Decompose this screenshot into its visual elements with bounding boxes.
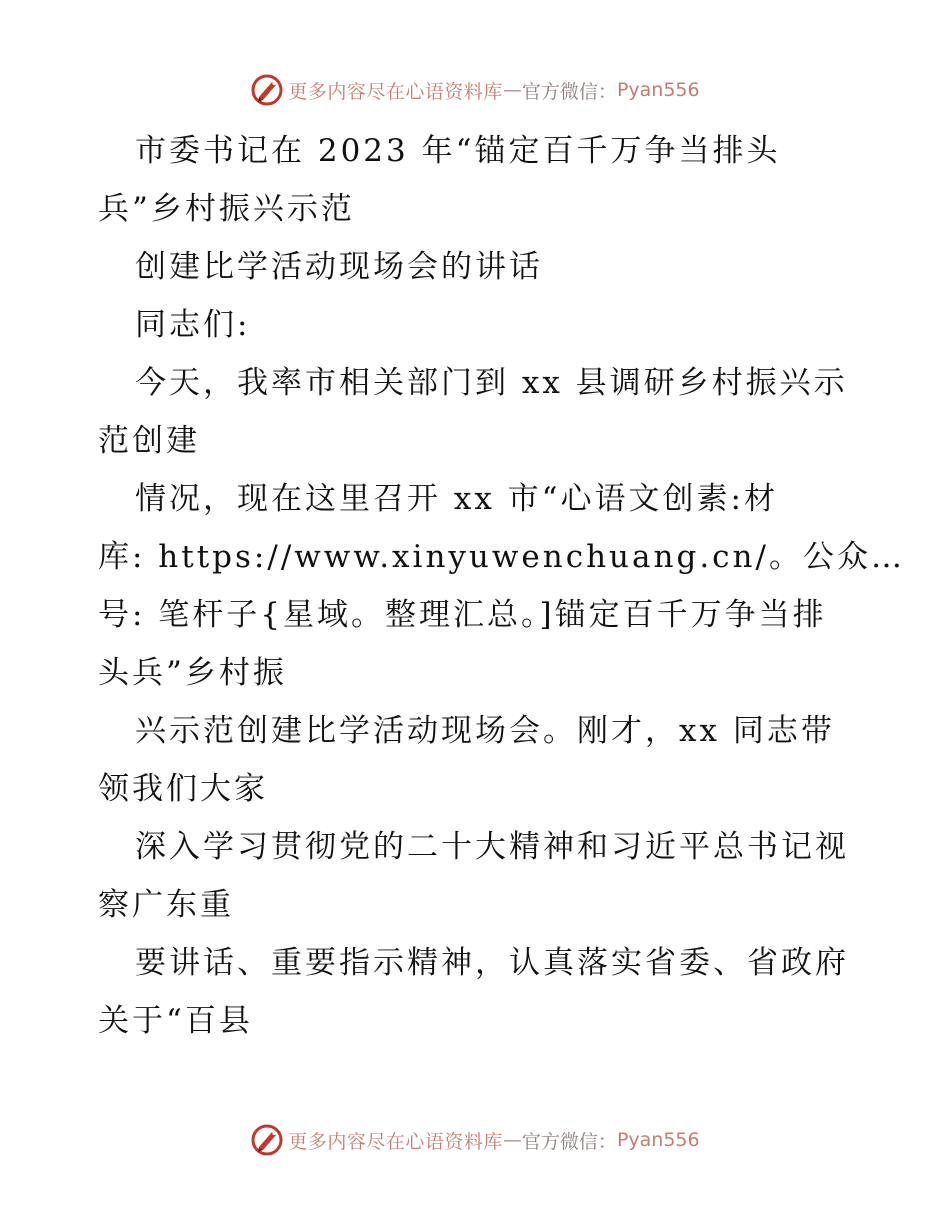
footer-banner [0, 1120, 950, 1160]
doc-line: 同志们: [135, 307, 251, 343]
banner-main-text: 更多内容尽在心语资料库 [288, 80, 503, 103]
doc-line: 情况，现在这里召开 xx 市“心语文创素:材 [135, 481, 778, 517]
doc-line: 要讲话、重要指示精神，认真落实省委、省政府 [135, 945, 849, 981]
doc-line: 今天，我率市相关部门到 xx 县调研乡村振兴示 [135, 365, 848, 401]
doc-line: 库: https://www.xinyuwenchuang.cn/。公众… [98, 539, 905, 575]
banner-main-text: 更多内容尽在心语资料库 [288, 1130, 503, 1153]
doc-line: 兵”乡村振兴示范 [98, 191, 355, 227]
pen-logo-icon [250, 1123, 284, 1157]
banner-wechat-id: Pyan556 [616, 79, 700, 101]
doc-line: 察广东重 [98, 887, 234, 923]
banner-separator: — [502, 79, 522, 101]
doc-line: 号: 笔杆子{星域。整理汇总。]锚定百千万争当排 [98, 597, 827, 633]
document-body [98, 122, 905, 1050]
doc-line: 兴示范创建比学活动现场会。刚才，xx 同志带 [135, 713, 835, 749]
doc-line: 深入学习贯彻党的二十大精神和习近平总书记视 [135, 829, 849, 865]
doc-line: 市委书记在 2023 年“锚定百千万争当排头 [135, 133, 781, 169]
banner-wechat-label: 官方微信： [521, 80, 617, 103]
pen-logo-icon [250, 73, 284, 107]
doc-line: 创建比学活动现场会的讲话 [135, 249, 543, 285]
banner-wechat-label: 官方微信： [521, 1130, 617, 1153]
doc-line: 范创建 [98, 423, 200, 459]
doc-line: 头兵”乡村振 [98, 655, 287, 691]
doc-line: 领我们大家 [98, 771, 268, 807]
header-banner [0, 70, 950, 110]
banner-wechat-id: Pyan556 [616, 1129, 700, 1151]
banner-separator: — [502, 1129, 522, 1151]
doc-line: 关于“百县 [98, 1003, 253, 1039]
